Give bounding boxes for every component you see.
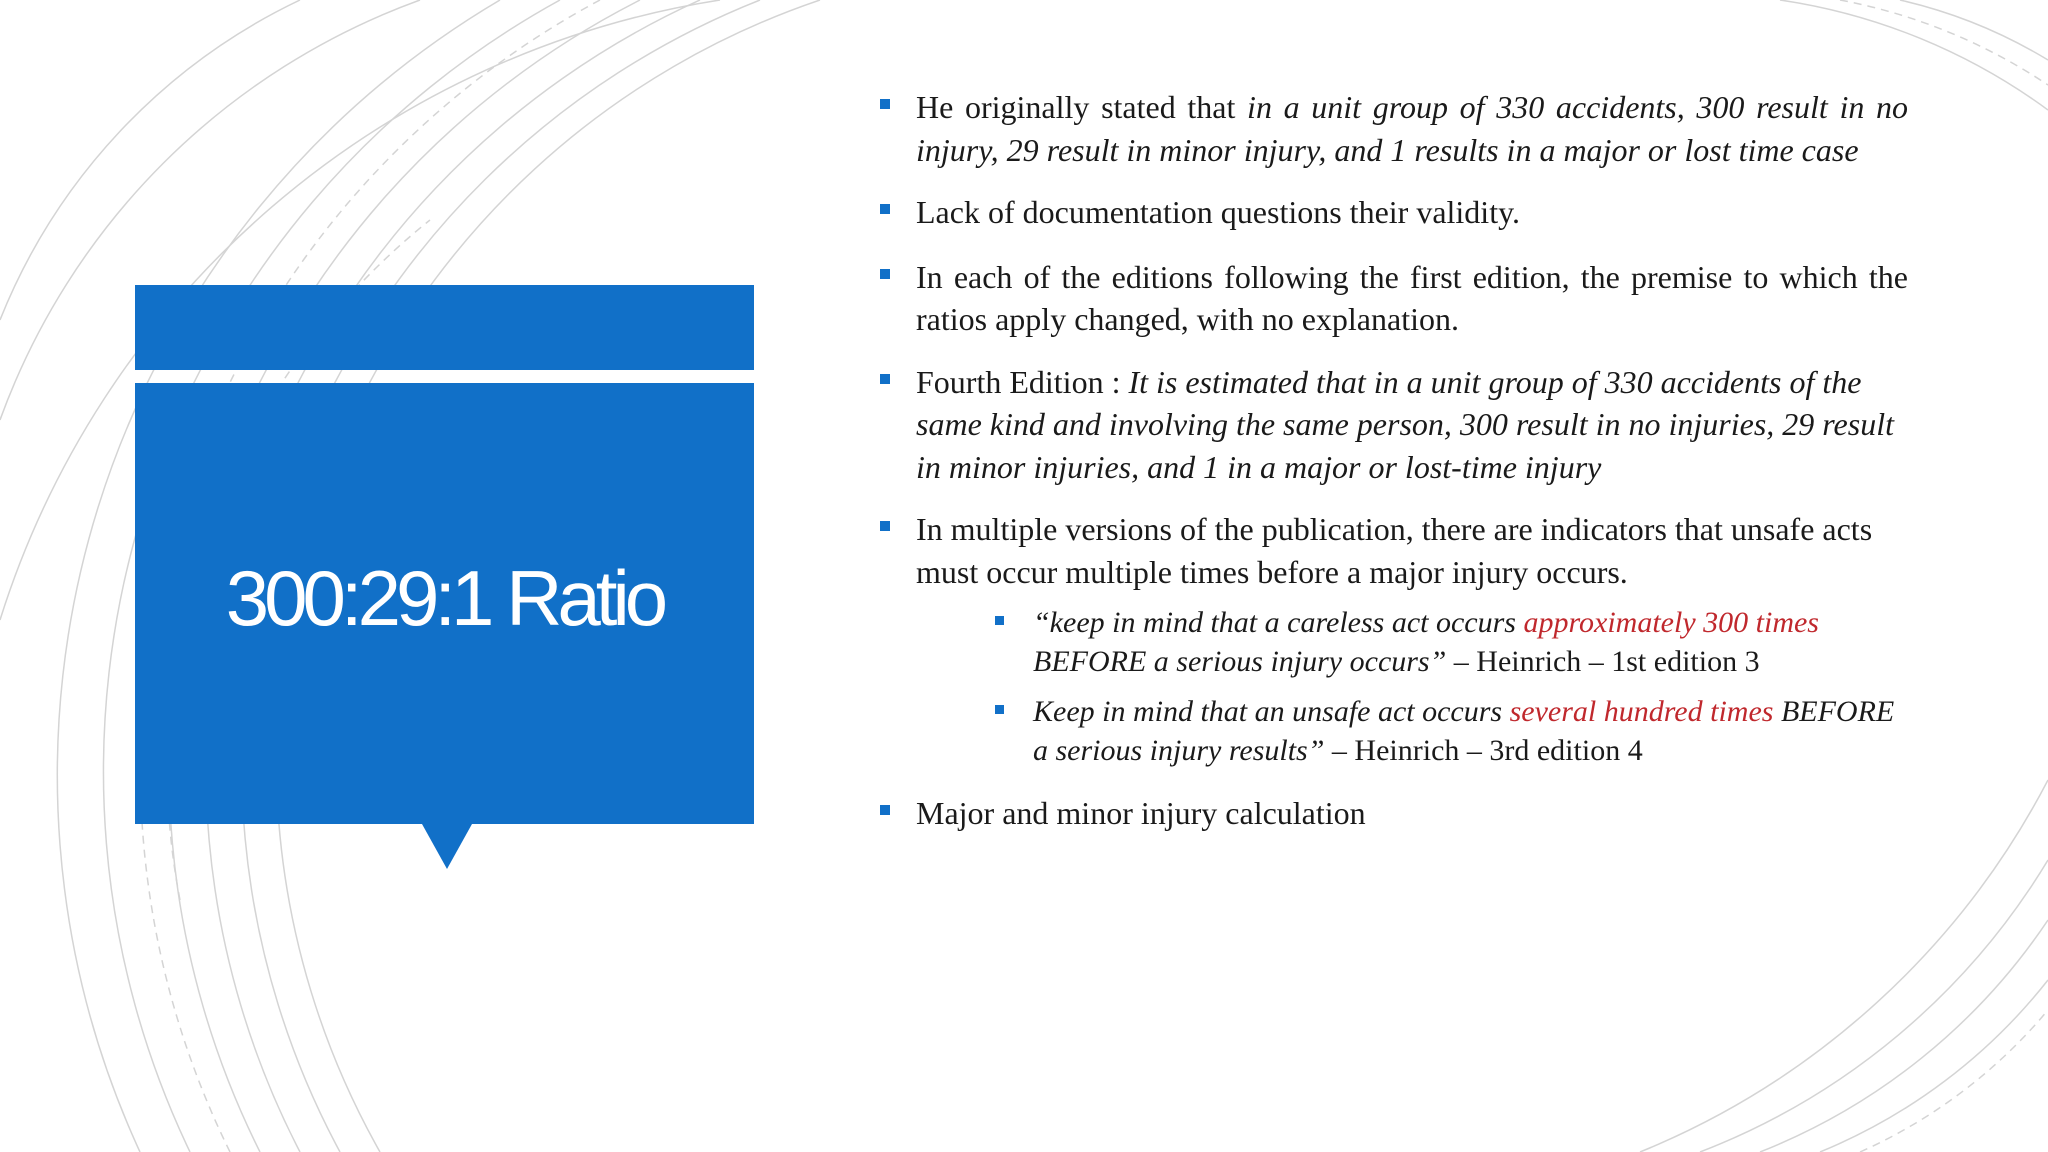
sub-bullet-highlight: several hundred times [1509, 695, 1774, 728]
sub-bullet-third-edition [916, 692, 1908, 770]
bullet-intro-text: He originally stated that [916, 89, 1248, 125]
title-callout-pointer [422, 824, 472, 869]
bullet-item-documentation [878, 191, 1908, 234]
bullet-item-original-statement [878, 86, 1908, 171]
square-bullet-icon [880, 805, 890, 815]
square-bullet-icon [995, 616, 1004, 625]
sub-bullet-quote-end: BEFORE a serious injury results” [1033, 695, 1895, 767]
sub-bullet-source: – Heinrich – 1st edition 3 [1446, 645, 1760, 678]
square-bullet-icon [880, 204, 890, 214]
bullet-text: In multiple versions of the publication, there are indicators that unsafe acts must occur multiple times before a major injury occurs. [916, 511, 1873, 590]
square-bullet-icon [880, 521, 890, 531]
bullet-item-fourth-edition [878, 361, 1908, 489]
bullet-item-multiple-versions [878, 508, 1908, 770]
bullet-text: Major and minor injury calculation [916, 795, 1366, 831]
bullet-intro-text: Fourth Edition : [916, 363, 1129, 400]
bullet-quote-text: It is estimated that in a unit group of 330 accidents of the same kind and involving the same person, 300 result in no injuries, 29 result in minor injuries, and 1 in a major or lost-time injury [916, 363, 1894, 485]
bullet-item-editions [878, 256, 1908, 341]
bullet-list [878, 86, 1908, 835]
title-accent-band [135, 285, 754, 370]
bullet-text: In each of the editions following the first edition, the premise to which the ratios apply changed, with no explanation. [916, 258, 1908, 337]
sub-bullet-quote-start: “keep in mind that a careless act occurs [1033, 606, 1524, 639]
square-bullet-icon [880, 99, 890, 109]
square-bullet-icon [880, 374, 890, 384]
square-bullet-icon [995, 705, 1004, 714]
sub-bullet-highlight: approximately 300 times [1523, 606, 1819, 639]
bullet-quote-text: in a unit group of 330 accidents, 300 result in no injury, 29 result in minor injury, and 1 results in a major or lost time case [916, 89, 1909, 168]
sub-bullet-source: – Heinrich – 3rd edition 4 [1324, 734, 1643, 767]
sub-bullet-first-edition [916, 603, 1908, 681]
bullet-item-calculation [878, 792, 1908, 835]
slide-title: 300:29:1 Ratio [225, 553, 664, 642]
bullet-text: Lack of documentation questions their validity. [916, 194, 1520, 230]
square-bullet-icon [880, 269, 890, 279]
sub-bullet-quote-end: BEFORE a serious injury occurs” [1033, 645, 1447, 678]
sub-bullet-quote-start: Keep in mind that an unsafe act occurs [1033, 695, 1510, 728]
